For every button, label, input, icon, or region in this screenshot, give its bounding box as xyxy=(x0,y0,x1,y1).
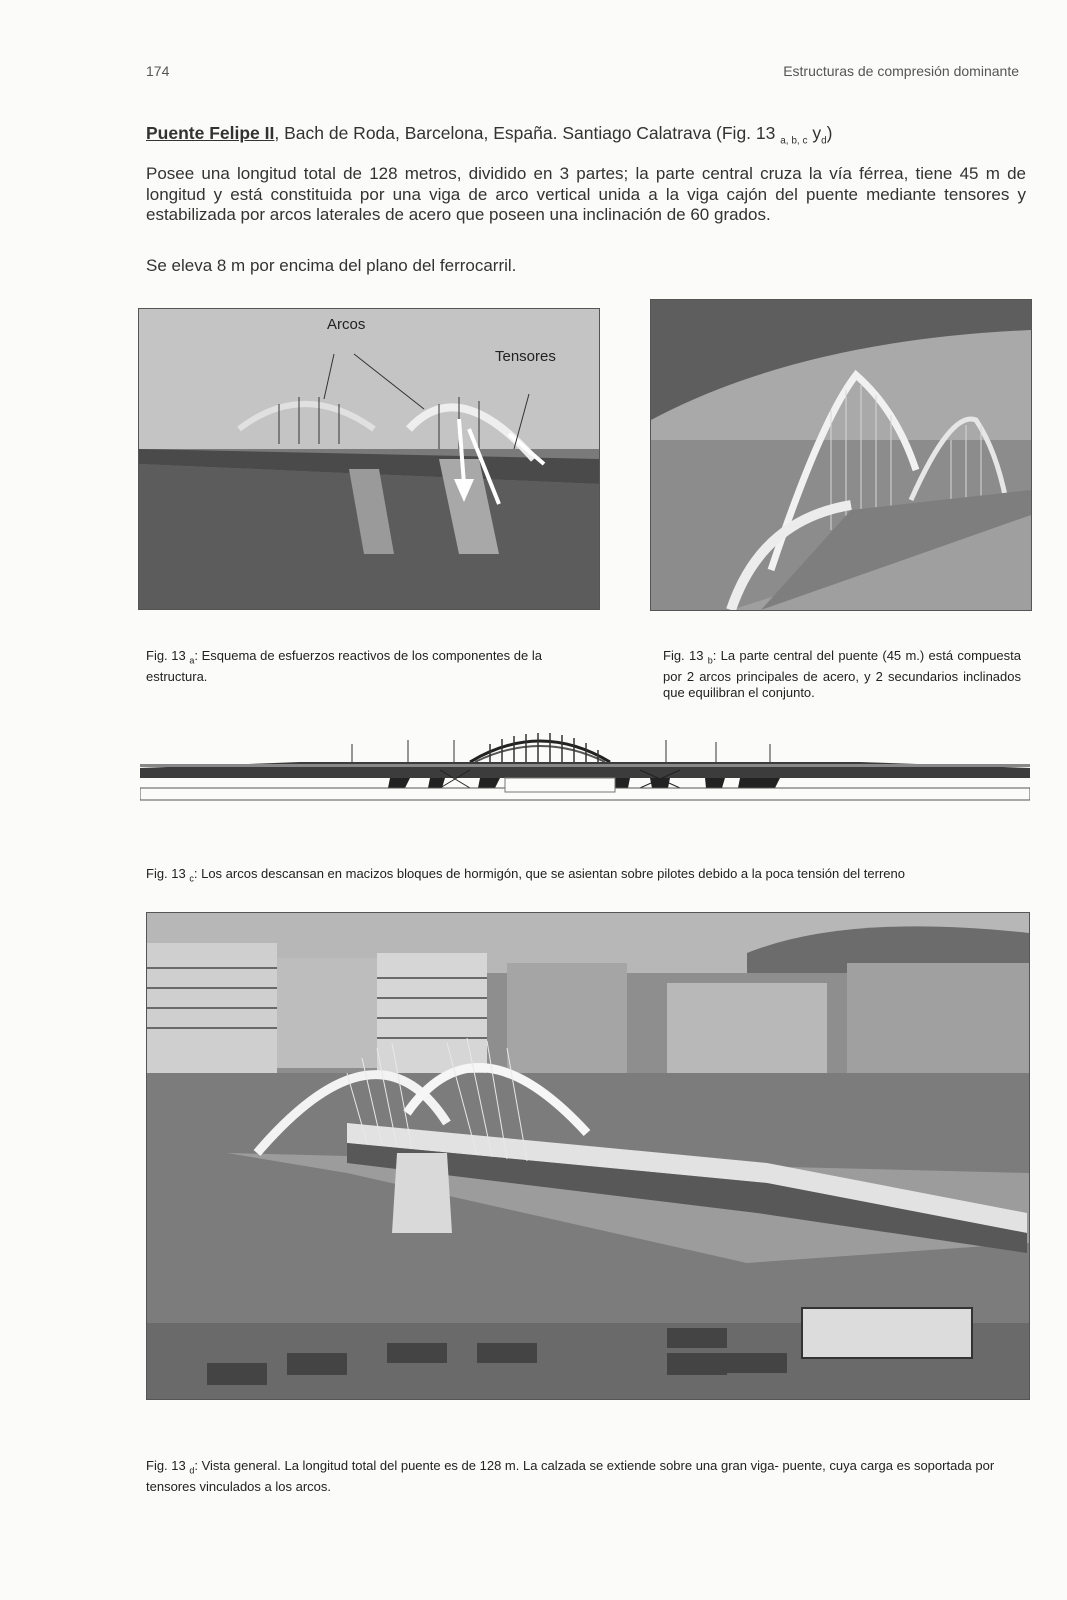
title-end: y xyxy=(807,123,822,143)
bridge-name: Puente Felipe II xyxy=(146,123,275,143)
title-sub: a, b, c xyxy=(780,135,808,147)
section-title xyxy=(146,123,1026,147)
fig-13b-image xyxy=(650,299,1032,611)
fig-13d-sub: d xyxy=(189,1465,195,1476)
fig-13d-image xyxy=(146,912,1030,1400)
fig-13c-drawing xyxy=(140,730,1030,815)
label-tensores: Tensores xyxy=(495,348,556,365)
title-close: ) xyxy=(826,123,833,143)
page-number: 174 xyxy=(146,63,170,79)
fig-13a-image xyxy=(138,308,600,610)
fig-13c-prefix: Fig. 13 xyxy=(146,866,190,881)
fig-13a-text: : Esquema de esfuerzos reactivos de los componentes de la estructura. xyxy=(146,648,542,684)
fig-13d-text: : Vista general. La longitud total del puente es de 128 m. La calzada se extiende sobre una gran viga- puente, cuya carga es soportada por tensores vinculados a los arcos. xyxy=(146,1458,995,1494)
fig-13d-prefix: Fig. 13 xyxy=(146,1458,190,1473)
fig-13c-caption xyxy=(146,866,1046,887)
title-sub2: d xyxy=(821,135,827,147)
fig-13d-caption xyxy=(146,1458,1026,1495)
fig-13b-sub: b xyxy=(707,655,713,666)
label-arcos: Arcos xyxy=(327,316,366,333)
body-paragraph-2: Se eleva 8 m por encima del plano del ferrocarril. xyxy=(146,256,517,275)
fig-13b-prefix: Fig. 13 xyxy=(663,648,708,663)
running-title: Estructuras de compresión dominante xyxy=(783,63,1019,79)
fig-13b-text: : La parte central del puente (45 m.) está compuesta por 2 arcos principales de acero, y 2 secundarios inclinados que equilibran el conjunto. xyxy=(663,648,1021,700)
body-paragraph-1: Posee una longitud total de 128 metros, dividido en 3 partes; la parte central cruza la vía férrea, tiene 45 m de longitud y está constituida por una viga de arco vertical unida a la viga cajón del puente mediante tensores y estabilizada por arcos laterales de acero que poseen una inclinación de 60 grados. xyxy=(146,164,1026,224)
fig-13a-sub: a xyxy=(189,655,195,666)
fig-13a-caption xyxy=(146,648,576,685)
title-rest: , Bach de Roda, Barcelona, España. Santiago Calatrava (Fig. 13 xyxy=(274,123,781,143)
fig-13c-text: : Los arcos descansan en macizos bloques de hormigón, que se asientan sobre pilotes debido a la poca tensión del terreno xyxy=(193,866,905,881)
fig-13b-caption xyxy=(663,648,1021,701)
fig-13a-prefix: Fig. 13 xyxy=(146,648,190,663)
fig-13c-sub: c xyxy=(189,873,194,884)
